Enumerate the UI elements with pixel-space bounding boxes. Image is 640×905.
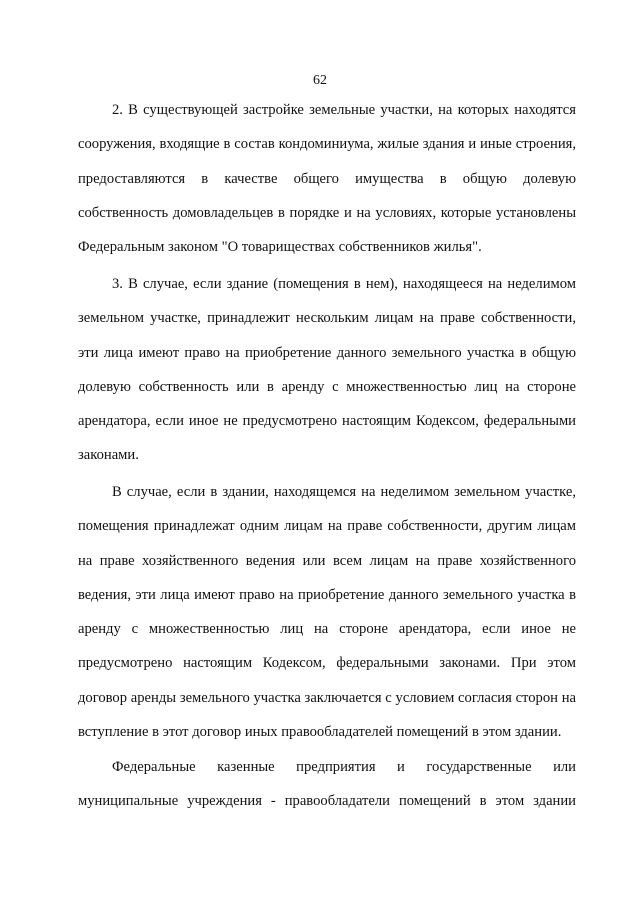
paragraph-indivisible-plot-ownership: 3. В случае, если здание (помещения в нем), находящееся на неделимом земельном участке, принадлежит нескольким лицам на праве собственности, эти лица имеют право на приобретение данного земельного участка в общую долевую собственность или в аренду с множественностью лиц на стороне арендатора, если иное не предусмотрено настоящим Кодексом, федеральными законами. — [78, 276, 576, 464]
paragraph-economic-management: В случае, если в здании, находящемся на неделимом земельном участке, помещения принадлежат одним лицам на праве собственности, другим лицам на праве хозяйственного ведения или всем лицам на праве хозяйственного ведения, эти лица имеют право на приобретение данного земельного участка в аренду с множественностью лиц на стороне арендатора, если иное не предусмотрено настоящим Кодексом, федеральными законами. При этом договор аренды земельного участка заключается с условием согласия сторон на вступление в этот договор иных правообладателей помещений в этом здании. — [78, 484, 576, 741]
page-number: 62 — [313, 73, 327, 88]
paragraph-land-plots-condominium: 2. В существующей застройке земельные участки, на которых находятся сооружения, входящие в состав кондоминиума, жилые здания и иные строения, предоставляются в качестве общего имущества в общую долевую собственность домовладельцев в порядке и на условиях, которые установлены Федеральным законом "О товариществах собственников жилья". — [78, 102, 576, 256]
paragraph-federal-enterprises: Федеральные казенные предприятия и государственные или муниципальные учреждения - правообладатели помещений в этом здании — [78, 759, 576, 810]
